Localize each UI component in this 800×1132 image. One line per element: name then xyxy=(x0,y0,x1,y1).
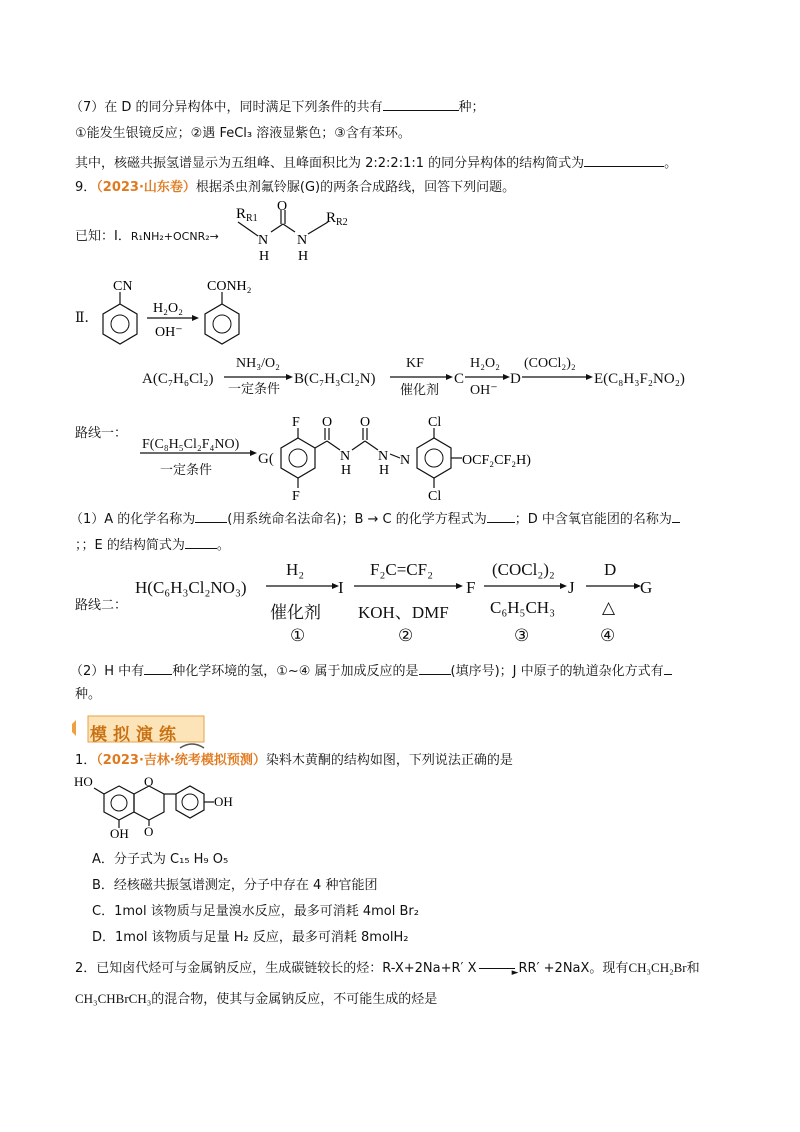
compound-j: J xyxy=(568,578,575,597)
svg-text:N: N xyxy=(297,233,308,248)
svg-text:OH: OH xyxy=(110,826,129,840)
step-4: ④ xyxy=(600,626,616,645)
svg-text:H₂O₂: H₂O₂ xyxy=(153,301,183,316)
answer-blank[interactable] xyxy=(664,661,672,675)
answer-blank[interactable] xyxy=(584,153,664,167)
r1-label: $R_{R1}$ xyxy=(236,206,258,224)
compound-g: G xyxy=(640,578,653,597)
svg-text:F: F xyxy=(292,415,300,430)
svg-text:O: O xyxy=(277,200,288,214)
svg-text:N: N xyxy=(258,233,269,248)
option-b[interactable]: B．经核磁共振氢谱测定，分子中存在 4 种官能团 xyxy=(92,878,378,893)
route-1-label: 路线一： xyxy=(75,426,128,441)
svg-text:OH: OH xyxy=(214,794,233,809)
q7-line2: ①能发生银镜反应；②遇 FeCl₃ 溶液显紫色；③含有苯环。 xyxy=(75,126,411,141)
compound-b: B(C₇H₃Cl₂N) xyxy=(294,371,376,387)
known-1: 已知：Ⅰ．R₁NH₂+OCNR₂→ xyxy=(75,229,219,244)
route-2-label: 路线二： xyxy=(75,598,128,613)
svg-text:Cl: Cl xyxy=(428,489,442,500)
svg-text:OH⁻: OH⁻ xyxy=(155,325,183,340)
answer-blank[interactable] xyxy=(383,97,459,111)
svg-text:Cl: Cl xyxy=(428,415,442,430)
svg-text:O: O xyxy=(322,415,333,430)
option-c[interactable]: C．1mol 该物质与足量溴水反应，最多可消耗 4mol Br₂ xyxy=(92,904,419,919)
compound-i: I xyxy=(338,578,344,597)
option-d[interactable]: D．1mol 该物质与足量 H₂ 反应，最多可消耗 8molH₂ xyxy=(92,930,409,945)
answer-blank[interactable] xyxy=(419,661,451,675)
compound-f: F xyxy=(466,578,476,597)
answer-blank[interactable] xyxy=(185,535,217,549)
subquestion-2-line2: 种。 xyxy=(75,687,102,702)
subquestion-1-line2: ；；E 的结构简式为 。 xyxy=(75,535,230,555)
svg-text:H: H xyxy=(259,249,270,264)
reaction-arrow xyxy=(264,576,340,596)
compound-h: H(C₆H₃Cl₂NO₃) xyxy=(135,578,247,597)
reaction-arrow xyxy=(138,443,260,463)
question-9-stem: 9．（2023·山东卷）根据杀虫剂氟铃脲(G)的两条合成路线，回答下列问题。 xyxy=(75,180,516,195)
svg-text:N: N xyxy=(378,449,389,464)
svg-text:H: H xyxy=(298,249,309,264)
question-m2-line2: CH₃CHBrCH₃的混合物，使其与金属钠反应，不可能生成的烃是 xyxy=(75,991,438,1007)
answer-blank[interactable] xyxy=(672,509,680,523)
reaction-arrow xyxy=(584,576,642,596)
question-m2-line1: 2．已知卤代烃可与金属钠反应，生成碳链较长的烃：R-X+2Na+R′ X ► RR′ +2NaX。现有CH₃CH₂Br和 xyxy=(75,960,700,978)
svg-text:H: H xyxy=(379,463,390,478)
svg-text:HO: HO xyxy=(74,774,93,789)
question-source: （2023·吉林·统考模拟预测） xyxy=(96,753,266,768)
question-m1-stem: 1．（2023·吉林·统考模拟预测）染料木黄酮的结构如图，下列说法正确的是 xyxy=(75,753,513,768)
answer-blank[interactable] xyxy=(487,509,515,523)
svg-text:OCF₂CF₂H): OCF₂CF₂H) xyxy=(462,453,531,468)
step-2: ② xyxy=(398,626,414,645)
subquestion-1-line1: （1）A 的化学名称为 (用系统命名法命名)；B → C 的化学方程式为 ；D 中含氧官能团的名称为 xyxy=(70,509,680,529)
compound-a: A(C₇H₆Cl₂) xyxy=(142,371,214,387)
svg-text:O: O xyxy=(360,415,371,430)
subquestion-2-line1: （2）H 中有 种化学环境的氢，①~④ 属于加成反应的是 (填序号)；J 中原子的轨道杂化方式有 xyxy=(70,661,672,681)
reaction-arrow xyxy=(352,576,464,596)
compound-c: C xyxy=(454,371,465,387)
hexaflumuron-structure xyxy=(272,410,542,500)
genistein-structure xyxy=(74,770,254,840)
section-heading xyxy=(70,712,220,754)
r2-label: $R_{R2}$ xyxy=(326,210,348,228)
q7-line3: 其中，核磁共振氢谱显示为五组峰、且峰面积比为 2:2:2:1:1 的同分异构体的结构简式为 。 xyxy=(75,153,677,173)
svg-text:H: H xyxy=(341,463,352,478)
svg-text:N: N xyxy=(400,453,411,468)
step-1: ① xyxy=(290,626,306,645)
svg-text:O: O xyxy=(144,774,154,789)
compound-e: E(C₈H₃F₂NO₂) xyxy=(594,371,685,387)
svg-text:N: N xyxy=(340,449,351,464)
known-2-reaction xyxy=(95,276,285,354)
question-source: （2023·山东卷） xyxy=(96,180,196,195)
q7-line1: （7）在 D 的同分异构体中，同时满足下列条件的共有 种； xyxy=(70,97,485,117)
svg-text:CONH₂: CONH₂ xyxy=(207,279,252,294)
urea-structure xyxy=(228,200,358,270)
option-a[interactable]: A．分子式为 C₁₅ H₉ O₅ xyxy=(92,852,229,867)
svg-text:O: O xyxy=(144,824,154,839)
compound-d: D xyxy=(510,371,521,387)
svg-text:F: F xyxy=(292,489,300,500)
answer-blank[interactable] xyxy=(144,661,172,675)
section-title: 模拟演练 xyxy=(90,725,182,745)
known-2-label: Ⅱ． xyxy=(75,311,99,326)
svg-text:CN: CN xyxy=(113,279,133,294)
answer-blank[interactable] xyxy=(195,509,227,523)
step-3: ③ xyxy=(514,626,530,645)
